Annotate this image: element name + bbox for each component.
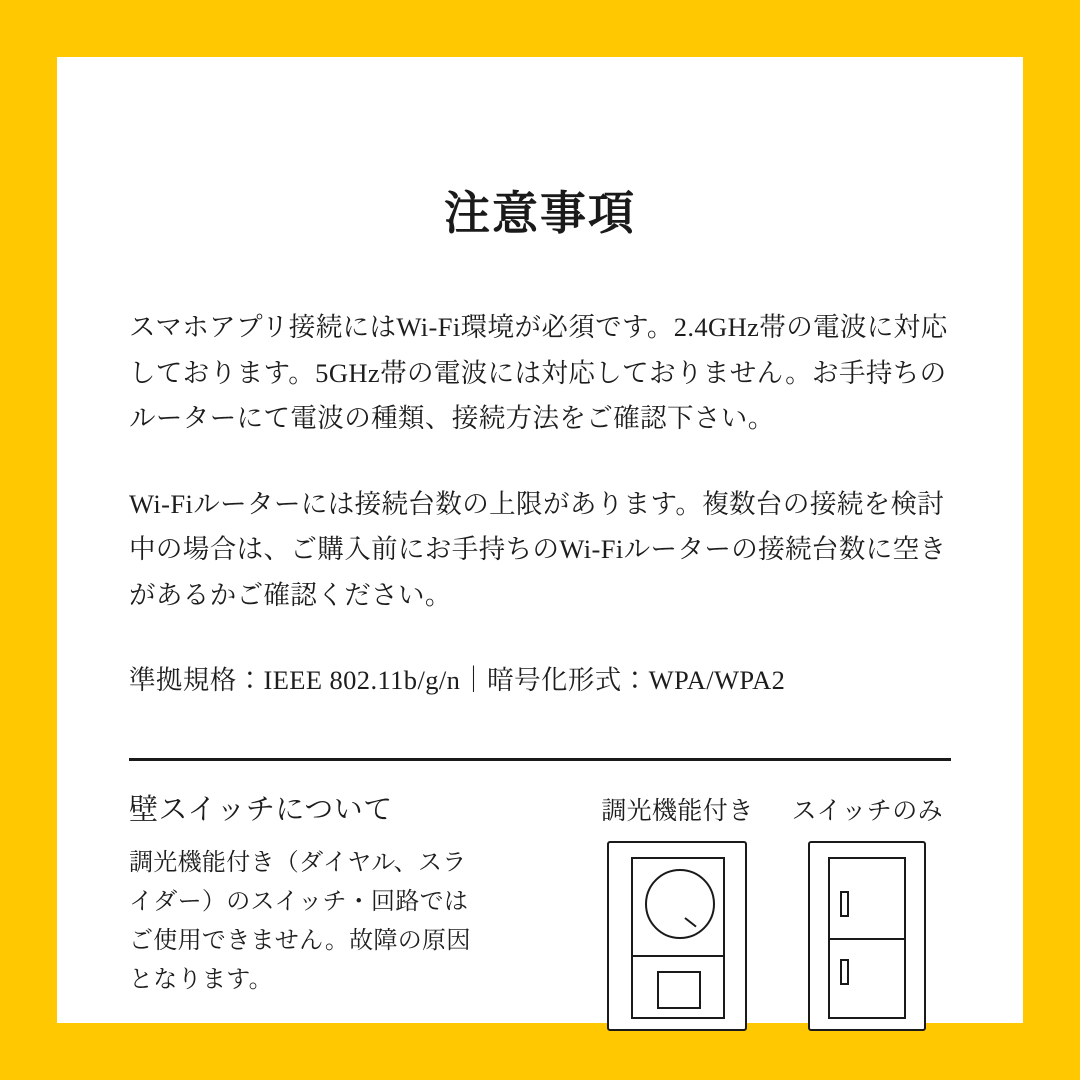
dimmer-face	[631, 857, 725, 1019]
notice-paragraph-spec: 準拠規格：IEEE 802.11b/g/n｜暗号化形式：WPA/WPA2	[129, 665, 786, 696]
notice-paragraph-router: Wi-Fiルーターには接続台数の上限があります。複数台の接続を検討中の場合は、ご購入前にお手持ちのWi-Fiルーターの接続台数に空きがあるかご確認ください。	[129, 488, 947, 610]
plain-switch-icon	[808, 841, 926, 1031]
wall-switch-heading: 壁スイッチについて	[129, 794, 393, 827]
plain-switch-slot-bottom	[840, 959, 849, 985]
notice-paragraph-wifi: スマホアプリ接続にはWi-Fi環境が必須です。2.4GHz帯の電波に対応しております。5GHz帯の電波には対応しておりません。お手持ちのルーターにて電波の種類、接続方法をご確認下さい。	[129, 312, 948, 434]
dimmer-switch-icon	[607, 841, 747, 1031]
wall-switch-section	[129, 787, 951, 1031]
document-card	[57, 57, 1023, 1023]
switch-only-group	[792, 791, 943, 1031]
section-divider	[129, 758, 951, 761]
switch-dimmer-group	[601, 791, 753, 1031]
document-content	[129, 117, 951, 1031]
plain-switch-divider	[830, 938, 904, 940]
dimmer-face-divider	[633, 955, 723, 957]
dimmer-rocker	[657, 971, 701, 1009]
switch-dimmer-label: 調光機能付き	[601, 798, 754, 826]
dimmer-dial-icon	[645, 869, 715, 939]
page-title: 注意事項	[444, 186, 636, 240]
switch-only-label: スイッチのみ	[791, 798, 943, 826]
wall-switch-body: 調光機能付き（ダイヤル、スライダー）のスイッチ・回路ではご使用できません。故障の原因となります。	[129, 850, 471, 993]
switch-illustrations	[601, 791, 943, 1031]
wall-switch-text	[129, 787, 509, 1000]
plain-switch-slot-top	[840, 891, 849, 917]
plain-switch-face	[828, 857, 906, 1019]
